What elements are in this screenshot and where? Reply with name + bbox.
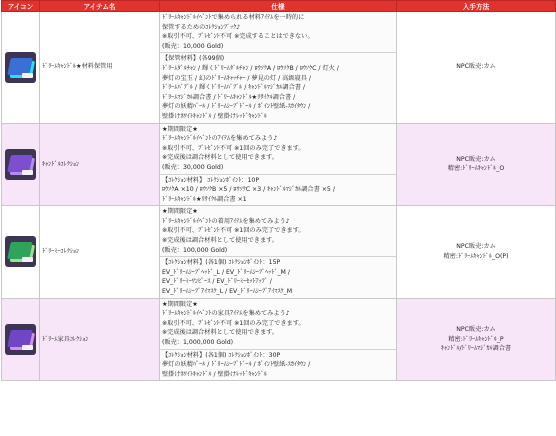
table-row <box>2 123 556 206</box>
item-name: ｷｬﾝﾄﾞﾙｺﾚｸｼｮﾝ <box>40 123 160 206</box>
item-name: ﾄﾞﾘｰﾑ家具ｺﾚｸｼｮﾝ <box>40 298 160 381</box>
item-acquisition: NPC販売:カム <box>397 12 556 124</box>
item-name: ﾄﾞﾘｰﾐｰｺﾚｸｼｮﾝ <box>40 206 160 298</box>
item-spec: ★期間限定★ ﾄﾞﾘｰﾑｷｬﾝﾄﾞﾙｲﾍﾞﾝﾄの着用ｱｲﾃﾑを集めてみよう♪ ※取引不可、ﾌﾟﾚｾﾞﾝﾄ不可 ※1回のみ完了できます。 ※完成後は調合材料として使用できます。 (販売：100,000 Gold) 【ｺﾚｸｼｮﾝ材料】(各1個) ｺﾚｸｼｮﾝﾎﾟｲﾝﾄ：15P EV_ﾄﾞﾘｰﾑｼｰﾌﾟﾍｯﾄﾞ_L / EV_ﾄﾞﾘｰﾑｼｰﾌﾟﾍｯﾄﾞ_M / EV_ﾄﾞﾘｰﾐｰﾜﾝﾋﾟｰｽ / EV_ﾄﾞﾘｰﾐｰｾｯﾄｱｯﾌﾟ / EV_ﾄﾞﾘｰﾑｼｰﾌﾟｱｲﾏｽｸ_L / EV_ﾄﾞﾘｰﾑｼｰﾌﾟｱｲﾏｽｸ_M <box>160 206 397 298</box>
violet-book-icon <box>5 324 36 355</box>
item-materials: 【ｺﾚｸｼｮﾝ材料】(各1個) ｺﾚｸｼｮﾝﾎﾟｲﾝﾄ：30P 夢灯の妖精ﾊﾟｰﾙ / ﾄﾞﾘｰﾑｼｰﾌﾟﾄﾞｰﾙ / ﾎﾟｲﾝﾄ壁紙-ｽｶｲﾀｳﾝ / 壁掛けﾎﾜｲﾄｷｬﾝﾄﾞﾙ / 壁掛けﾚｯﾄﾞｷｬﾝﾄﾞﾙ <box>160 349 396 380</box>
header-icon: アイコン <box>2 1 40 12</box>
item-spec: ﾄﾞﾘｰﾑｷｬﾝﾄﾞﾙｲﾍﾞﾝﾄで集められる材料ｱｲﾃﾑを一時的に 保管するためのｺﾚｸｼｮﾝﾌﾞｯｸ♪ ※取引不可、ﾌﾟﾚｾﾞﾝﾄ不可 ※完成することはできない。 (販売：10,000 Gold) 【保管材料】(各99個) ﾄﾞﾘｰﾑﾀﾞﾙﾁｬﾝ / 輝くﾄﾞﾘｰﾑﾀﾞﾙﾁｬﾝ / ﾛｳｿｸA / ﾛｳｿｸB / ﾛｳｿｸC / 灯火 / 夢灯の宝玉 / 幻のﾄﾞﾘｰﾑｷｬｯﾁｬｰ / 夢見の灯 / 高級寝具 / ﾄﾞﾘｰﾑﾊﾞﾌﾞﾙ / 輝くﾄﾞﾘｰﾑﾊﾞﾌﾞﾙ / ｷｬﾝﾄﾞﾙﾏｼﾞｶﾙ調合書 / ﾄﾞﾘｰﾑﾏｼﾞｶﾙ調合書 / ﾄﾞﾘｰﾑｷｬﾝﾄﾞﾙ★ﾘｻｲｸﾙ調合書 / 夢灯の妖精ﾊﾟｰﾙ / ﾄﾞﾘｰﾑｼｰﾌﾟﾄﾞｰﾙ / ﾎﾟｲﾝﾄ壁紙-ｽｶｲﾀｳﾝ / 壁掛けﾎﾜｲﾄｷｬﾝﾄﾞﾙ / 壁掛けﾚｯﾄﾞｷｬﾝﾄﾞﾙ <box>160 12 397 124</box>
purple-book-icon <box>5 149 36 180</box>
table-row <box>2 12 556 124</box>
item-name: ﾄﾞﾘｰﾑｷｬﾝﾄﾞﾙ★材料保管用 <box>40 12 160 124</box>
item-acquisition: NPC販売:カム 精密:ﾄﾞﾘｰﾑｷｬﾝﾄﾞﾙ_O(P) <box>397 206 556 298</box>
item-materials: 【ｺﾚｸｼｮﾝ材料】(各1個) ｺﾚｸｼｮﾝﾎﾟｲﾝﾄ：15P EV_ﾄﾞﾘｰﾑｼｰﾌﾟﾍｯﾄﾞ_L / EV_ﾄﾞﾘｰﾑｼｰﾌﾟﾍｯﾄﾞ_M / EV_ﾄﾞﾘｰﾐｰﾜﾝﾋﾟｰｽ / EV_ﾄﾞﾘｰﾐｰｾｯﾄｱｯﾌﾟ / EV_ﾄﾞﾘｰﾑｼｰﾌﾟｱｲﾏｽｸ_L / EV_ﾄﾞﾘｰﾑｼｰﾌﾟｱｲﾏｽｸ_M <box>160 256 396 296</box>
item-materials: 【保管材料】(各99個) ﾄﾞﾘｰﾑﾀﾞﾙﾁｬﾝ / 輝くﾄﾞﾘｰﾑﾀﾞﾙﾁｬﾝ / ﾛｳｿｸA / ﾛｳｿｸB / ﾛｳｿｸC / 灯火 / 夢灯の宝玉 / 幻のﾄﾞﾘｰﾑｷｬｯﾁｬｰ / 夢見の灯 / 高級寝具 / ﾄﾞﾘｰﾑﾊﾞﾌﾞﾙ / 輝くﾄﾞﾘｰﾑﾊﾞﾌﾞﾙ / ｷｬﾝﾄﾞﾙﾏｼﾞｶﾙ調合書 / ﾄﾞﾘｰﾑﾏｼﾞｶﾙ調合書 / ﾄﾞﾘｰﾑｷｬﾝﾄﾞﾙ★ﾘｻｲｸﾙ調合書 / 夢灯の妖精ﾊﾟｰﾙ / ﾄﾞﾘｰﾑｼｰﾌﾟﾄﾞｰﾙ / ﾎﾟｲﾝﾄ壁紙-ｽｶｲﾀｳﾝ / 壁掛けﾎﾜｲﾄｷｬﾝﾄﾞﾙ / 壁掛けﾚｯﾄﾞｷｬﾝﾄﾞﾙ <box>160 52 396 121</box>
header-row <box>2 1 556 12</box>
header-spec: 仕様 <box>160 1 397 12</box>
item-materials: 【ｺﾚｸｼｮﾝ材料】 ｺﾚｸｼｮﾝﾎﾟｲﾝﾄ：10P ﾛｳｿｸA ×10 / ﾛｳｿｸB ×5 / ﾛｳｿｸC ×3 / ｷｬﾝﾄﾞﾙﾏｼﾞｶﾙ調合書 ×5 / ﾄﾞﾘｰﾑｷｬﾝﾄﾞﾙ★ﾘｻｲｸﾙ調合書 ×1 <box>160 174 396 205</box>
item-table <box>1 0 556 381</box>
item-spec: ★期間限定★ ﾄﾞﾘｰﾑｷｬﾝﾄﾞﾙｲﾍﾞﾝﾄの家具ｱｲﾃﾑを集めてみよう♪ ※取引不可、ﾌﾟﾚｾﾞﾝﾄ不可 ※1回のみ完了できます。 ※完成後は調合材料として使用できます。 (販売：1,000,000 Gold) 【ｺﾚｸｼｮﾝ材料】(各1個) ｺﾚｸｼｮﾝﾎﾟｲﾝﾄ：30P 夢灯の妖精ﾊﾟｰﾙ / ﾄﾞﾘｰﾑｼｰﾌﾟﾄﾞｰﾙ / ﾎﾟｲﾝﾄ壁紙-ｽｶｲﾀｳﾝ / 壁掛けﾎﾜｲﾄｷｬﾝﾄﾞﾙ / 壁掛けﾚｯﾄﾞｷｬﾝﾄﾞﾙ <box>160 298 397 381</box>
item-spec: ★期間限定★ ﾄﾞﾘｰﾑｷｬﾝﾄﾞﾙｲﾍﾞﾝﾄのｱｲﾃﾑを集めてみよう♪ ※取引不可、ﾌﾟﾚｾﾞﾝﾄ不可 ※1回のみ完了できます。 ※完成後は調合材料として使用できます。 (販売：30,000 Gold) 【ｺﾚｸｼｮﾝ材料】 ｺﾚｸｼｮﾝﾎﾟｲﾝﾄ：10P ﾛｳｿｸA ×10 / ﾛｳｿｸB ×5 / ﾛｳｿｸC ×3 / ｷｬﾝﾄﾞﾙﾏｼﾞｶﾙ調合書 ×5 / ﾄﾞﾘｰﾑｷｬﾝﾄﾞﾙ★ﾘｻｲｸﾙ調合書 ×1 <box>160 123 397 206</box>
item-acquisition: NPC販売:カム 精密:ﾄﾞﾘｰﾑｷｬﾝﾄﾞﾙ_O <box>397 123 556 206</box>
table-row <box>2 298 556 381</box>
item-acquisition: NPC販売:カム 精密:ﾄﾞﾘｰﾑｷｬﾝﾄﾞﾙ_P ｷｬﾝﾄﾞﾙ/ﾄﾞﾘｰﾑﾏｼﾞｶﾙ調合書 <box>397 298 556 381</box>
green-book-icon <box>5 236 36 267</box>
header-get: 入手方法 <box>397 1 556 12</box>
table-row <box>2 206 556 298</box>
header-name: アイテム名 <box>40 1 160 12</box>
blue-book-icon <box>5 52 36 83</box>
